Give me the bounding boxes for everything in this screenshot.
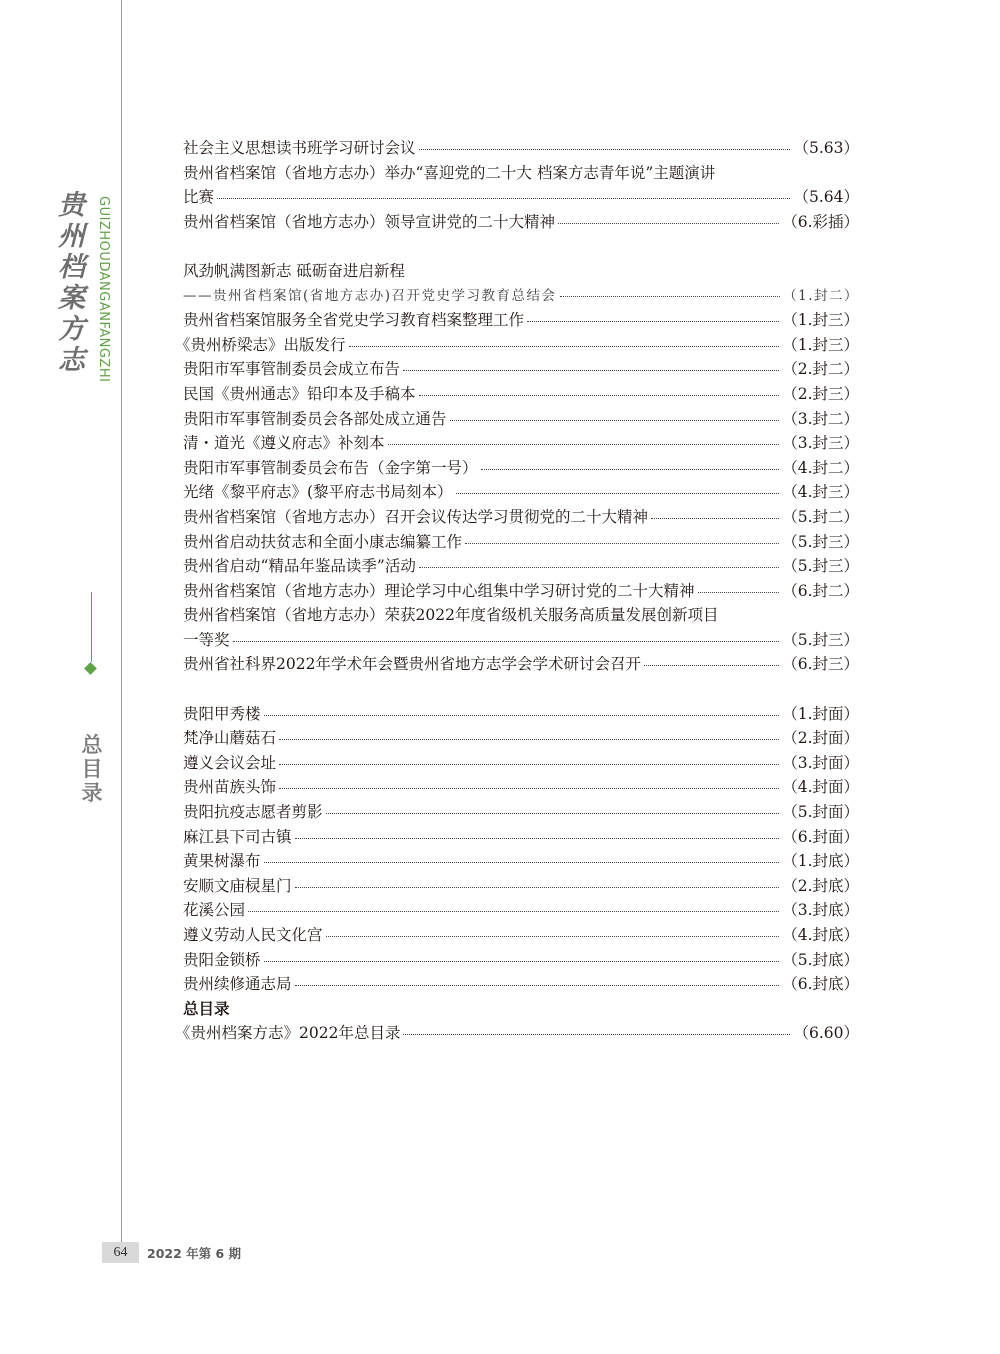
vertical-rule [121,0,122,1250]
toc-entry[interactable] [183,775,859,800]
toc-entry-title: 贵州省档案馆（省地方志办）领导宣讲党的二十大精神 [183,212,556,231]
toc-entry-title: 黄果树瀑布 [183,852,261,871]
toc-entry-ref: （5.封底） [782,950,859,969]
toc-entry-ref: （6.彩插） [782,212,859,231]
toc-entry[interactable] [183,456,859,481]
toc-entry-title: 比赛 [183,188,215,207]
dot-leader [644,664,779,666]
dot-leader [419,566,779,568]
toc-entry-title: 遵义会议会址 [183,753,277,772]
toc-entry-ref: （5.封二） [782,507,859,526]
toc-entry-row [183,923,859,948]
toc-entry-row [183,800,859,825]
dot-leader [349,345,780,347]
dot-leader [279,787,779,789]
toc-entry-title: 民国《贵州通志》铅印本及手稿本 [183,384,416,403]
toc-entry-row [175,333,859,358]
toc-entry[interactable] [183,210,859,235]
toc-entry-row [183,775,859,800]
toc-entry[interactable] [183,136,859,161]
dot-leader [279,763,779,765]
group-spacer [183,234,859,259]
toc-entry-row [183,505,859,530]
group-spacer [183,677,859,702]
toc-entry-row [183,874,859,899]
toc-entry-ref: （6.封底） [782,975,859,994]
toc-entry-title: 贵阳市军事管制委员会布告（金字第一号） [183,458,478,477]
dot-leader [481,468,780,470]
toc-entry-row [183,530,859,555]
toc-entry[interactable] [183,972,859,997]
toc-entry[interactable] [175,1021,859,1046]
toc-entry[interactable] [183,751,859,776]
toc-entry-title: 贵州省档案馆服务全省党史学习教育档案整理工作 [183,311,525,330]
dot-leader [295,984,780,986]
side-label-char: 总 [81,733,103,757]
toc-entry-title: 贵州省启动扶贫志和全面小康志编纂工作 [183,532,463,551]
dot-leader [233,640,780,642]
dot-leader [264,861,780,863]
dot-leader [558,222,779,224]
toc-entry-row [183,898,859,923]
section-side-label [80,733,104,805]
toc-entry[interactable] [183,948,859,973]
toc-entry-title: 麻江县下司古镇 [183,827,292,846]
toc-entry[interactable] [183,702,859,727]
journal-pinyin: GUIZHOUDANGANFANGZHI [96,196,111,383]
toc-entry-row [183,726,859,751]
toc-entry-title: 贵州省社科界2022年学术年会暨贵州省地方志学会学术研讨会召开 [183,655,641,674]
toc-entry-ref: （1.封三） [782,335,859,354]
toc-entry-row [183,849,859,874]
dot-leader [295,837,780,839]
toc-entry-ref: （1.封面） [782,704,859,723]
dot-leader [217,197,790,199]
toc-entry[interactable] [183,554,859,579]
dot-leader [456,492,780,494]
toc-entry-title: 《贵州档案方志》2022年总目录 [175,1024,401,1043]
toc-entry-title-line: 贵州省档案馆（省地方志办）举办“喜迎党的二十大 档案方志青年说”主题演讲 [183,163,716,182]
toc-entry-title: 风劲帆满图新志 砥砺奋进启新程 [183,261,405,280]
dot-leader [295,886,780,888]
dot-leader [527,320,779,322]
toc-entry-row [183,702,859,727]
dot-leader [264,960,780,962]
dot-leader [419,148,791,150]
toc-entry-row [183,259,859,284]
toc-entry-title: 贵阳市军事管制委员会各部处成立通告 [183,409,447,428]
side-label-char: 录 [81,781,103,805]
toc-entry[interactable] [183,407,859,432]
toc-entry-ref: （3.封二） [782,409,859,428]
toc-entry-title: 花溪公园 [183,901,246,920]
toc-entry-title: 遵义劳动人民文化宫 [183,926,323,944]
dot-leader [248,910,779,912]
toc-entry[interactable] [183,284,859,309]
toc-entry[interactable] [183,259,859,284]
toc-entry-row [183,185,859,210]
toc-entry[interactable] [183,849,859,874]
dot-leader [698,591,780,593]
toc-entry-row [183,972,859,997]
toc-entry[interactable] [183,431,859,456]
toc-entry-title: 梵净山蘑菇石 [183,729,277,748]
toc-entry-title: 光绪《黎平府志》(黎平府志书局刻本） [183,483,453,502]
dot-leader [388,443,780,445]
toc-entry-ref: （5.64） [793,188,859,207]
toc-entry-title: 社会主义思想读书班学习研讨会议 [183,139,416,157]
toc-entry-title: 贵州省启动“精品年鉴品读季”活动 [183,557,416,576]
toc-entry-title: 《贵州桥梁志》出版发行 [175,335,346,354]
dot-leader [403,1033,790,1035]
dot-leader [326,935,780,937]
toc-entry-row [183,948,859,973]
toc-entry-ref: （6.60） [793,1024,859,1043]
dot-leader [279,738,779,740]
toc-entry-ref: （4.封面） [782,778,859,797]
toc-entry-title: ——贵州省档案馆(省地方志办)召开党史学习教育总结会 [183,287,557,304]
toc-entry-ref: （6.封面） [782,827,859,846]
toc-entry-row [183,456,859,481]
toc-entry-row [183,407,859,432]
toc-entry[interactable] [183,800,859,825]
toc-entry-ref: （2.封底） [782,876,859,895]
toc-entry-row [183,210,859,235]
toc-entry-row [183,579,859,604]
dot-leader [419,394,780,396]
toc-entry-title: 贵阳抗疫志愿者剪影 [183,803,323,822]
toc-entry-title: 贵州省档案馆（省地方志办）召开会议传达学习贯彻党的二十大精神 [183,507,649,526]
toc-entry-row [183,652,859,677]
toc-entry[interactable] [183,308,859,333]
toc-entry-ref: （3.封面） [782,753,859,772]
toc-entry-row [183,628,859,653]
toc-entry-row [175,1021,859,1046]
toc-entry-row [183,825,859,850]
toc-entry[interactable] [183,357,859,382]
toc-entry-row [183,480,859,505]
toc-entry-row [183,554,859,579]
toc-entry-ref: （2.封三） [782,384,859,403]
toc-entry[interactable] [183,825,859,850]
toc-entry-ref: （5.封三） [782,532,859,551]
toc-entry-ref: （5.封三） [782,630,859,649]
toc-entry-title-line: 贵州省档案馆（省地方志办）荣获2022年度省级机关服务高质量发展创新项目 [183,606,719,625]
toc-entry[interactable] [183,480,859,505]
toc-entry-ref: （5.封三） [782,557,859,576]
toc-entry-row [183,382,859,407]
green-rule [91,592,92,662]
toc-entry[interactable] [183,579,859,604]
toc-entry-ref: （1.封二） [783,287,859,304]
issue-label: 2022 年第 6 期 [147,1246,242,1261]
toc-entry-title: 清・道光《遵义府志》补刻本 [183,434,385,453]
dot-leader [465,542,779,544]
toc-entry-row [183,751,859,776]
section-heading: 总目录 [183,999,230,1018]
toc-entry[interactable] [183,505,859,530]
toc-entry-title: 安顺文庙棂星门 [183,876,292,895]
toc-entry-title: 贵阳市军事管制委员会成立布告 [183,360,401,379]
toc-entry[interactable] [183,898,859,923]
page-number: 64 [102,1242,139,1263]
dot-leader [560,295,781,297]
toc-entry-row [183,308,859,333]
toc-entry-title: 贵州苗族头饰 [183,778,277,797]
dot-leader [264,714,780,716]
green-diamond-icon [84,662,97,675]
toc-entry[interactable] [183,923,859,948]
toc-entry-ref: （4.封二） [782,458,859,477]
toc-entry-ref: （6.封三） [782,655,859,674]
toc-entry-ref: （2.封面） [782,729,859,748]
toc-entry[interactable] [175,333,859,358]
journal-logo: 贵州档案方志 [53,190,84,376]
toc-entry[interactable] [183,652,859,677]
toc-entry-row [183,431,859,456]
toc-entry-title: 一等奖 [183,630,230,649]
dot-leader [326,812,780,814]
toc-entry[interactable] [183,161,859,210]
toc-entry-ref: （1.封三） [782,311,859,330]
toc-entry-ref: （3.封底） [782,901,859,920]
side-label-char: 目 [81,757,103,781]
toc-entry[interactable] [183,382,859,407]
dot-leader [450,419,780,421]
toc-entry-ref: （3.封三） [782,434,859,453]
toc-entry-row [183,357,859,382]
toc-entry-ref: （6.封二） [782,581,859,600]
table-of-contents [175,136,859,1046]
toc-entry-row [183,284,859,309]
toc-entry[interactable] [183,874,859,899]
toc-entry-title: 贵阳金锁桥 [183,950,261,969]
toc-entry[interactable] [183,726,859,751]
toc-entry-title: 贵州续修通志局 [183,975,292,994]
dot-leader [403,369,779,371]
toc-entry-ref: （4.封底） [782,926,859,944]
toc-entry-title: 贵州省档案馆（省地方志办）理论学习中心组集中学习研讨党的二十大精神 [183,581,695,600]
toc-entry[interactable] [183,603,859,652]
toc-entry-ref: （5.封面） [782,803,859,822]
toc-entry[interactable] [183,530,859,555]
dot-leader [651,517,779,519]
toc-entry-ref: （4.封三） [782,483,859,502]
toc-entry-ref: （1.封底） [782,852,859,871]
toc-entry-ref: （5.63） [793,139,859,157]
toc-entry-row [183,136,859,161]
toc-entry-ref: （2.封二） [782,360,859,379]
toc-entry-title: 贵阳甲秀楼 [183,704,261,723]
